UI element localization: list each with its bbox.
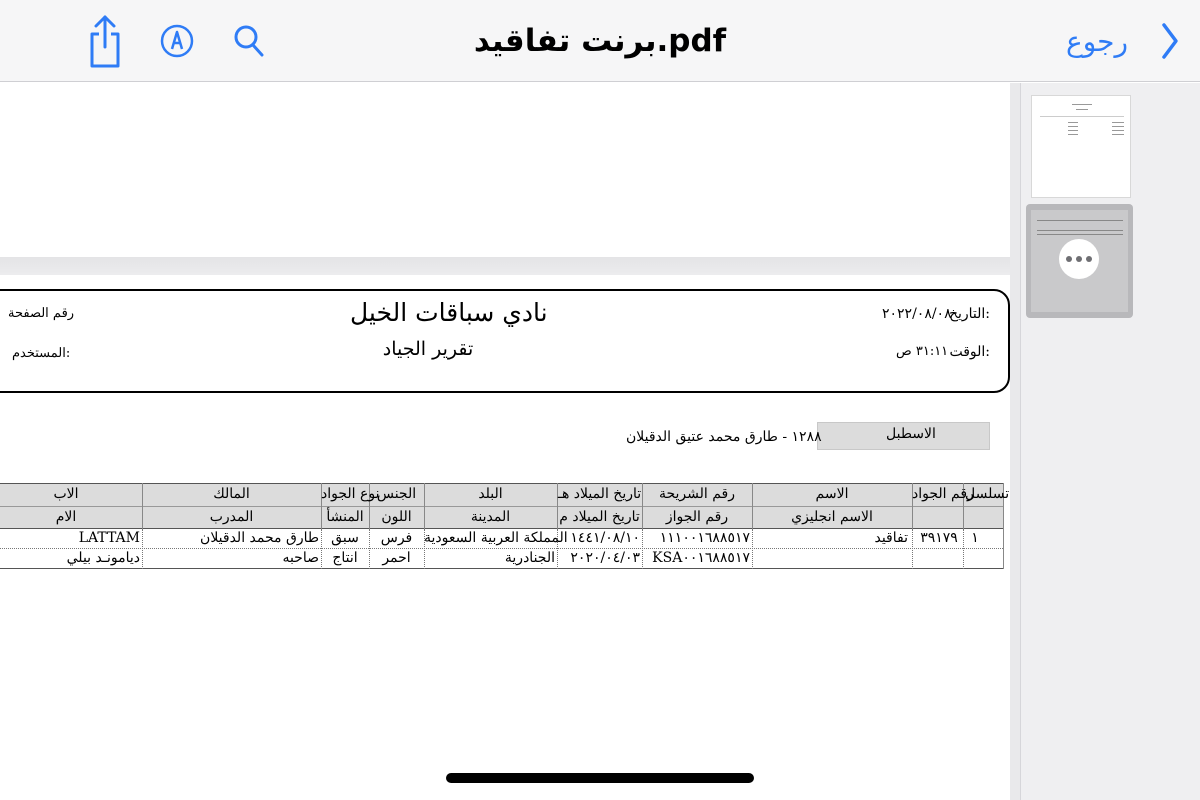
share-button[interactable] <box>84 0 126 82</box>
chevron-right-icon <box>1160 0 1180 82</box>
page-1 <box>0 83 1010 257</box>
ellipsis-icon <box>1086 256 1092 262</box>
cell-horse-type: سبق <box>331 530 359 546</box>
cell-trainer: صاحبه <box>282 550 319 566</box>
cell-chip-number: ١١١٠٠١٦٨٨٥١٧ <box>659 530 750 546</box>
thumb-text-line <box>1112 126 1124 127</box>
toolbar <box>0 0 1200 82</box>
horses-table <box>0 483 1010 569</box>
ellipsis-icon <box>1076 256 1082 262</box>
header-color: اللون <box>381 509 412 525</box>
cell-birth-hijri: ١٤٤١/٠٨/١٠ <box>570 530 640 546</box>
thumb-text-line <box>1068 122 1078 123</box>
page-gap <box>0 257 1020 275</box>
cell-passport-number: KSA٠٠١٦٨٨٥١٧ <box>652 550 750 566</box>
header-birth-hijri: تاريخ الميلاد هـ <box>557 486 642 502</box>
viewer-gutter <box>1010 83 1020 800</box>
cell-name: تفاقيد <box>874 530 908 546</box>
header-country: البلد <box>478 486 503 502</box>
thumb-text-line <box>1112 122 1124 123</box>
club-title: نادي سباقات الخيل <box>350 298 548 327</box>
date-value: ٢٠٢٢/٠٨/٠٨ <box>882 306 952 322</box>
thumb-text-line <box>1040 116 1124 117</box>
stable-value: ١٢٨٨ - طارق محمد عتيق الدقيلان <box>626 429 822 445</box>
page-2 <box>0 275 1010 800</box>
cell-city: الجنادرية <box>504 550 555 566</box>
header-name: الاسم <box>815 486 849 502</box>
thumb-text-line <box>1037 234 1123 235</box>
thumb-text-line <box>1112 130 1124 131</box>
search-button[interactable] <box>228 0 270 82</box>
home-indicator[interactable] <box>446 773 754 783</box>
thumb-text-line <box>1076 109 1088 110</box>
cell-mother: ديامونـد بيلي <box>66 550 140 566</box>
document-viewer[interactable] <box>0 83 1020 800</box>
cell-birth-gregorian: ٢٠٢٠/٠٤/٠٣ <box>570 550 640 566</box>
markup-pen-icon <box>160 24 194 58</box>
header-birth-gregorian: تاريخ الميلاد م <box>559 509 640 525</box>
thumb-text-line <box>1037 220 1123 221</box>
cell-origin: انتاج <box>332 550 358 566</box>
time-label: الوقت: <box>949 344 990 360</box>
thumb-text-line <box>1037 230 1123 231</box>
header-father: الاب <box>53 486 79 502</box>
stable-label: الاسطبل <box>886 426 936 442</box>
thumbnail-sidebar <box>1020 83 1200 800</box>
share-icon <box>88 13 122 69</box>
header-origin: المنشأ <box>326 509 364 525</box>
column-divider <box>912 529 913 569</box>
search-icon <box>233 24 265 58</box>
cell-color: احمر <box>382 550 411 566</box>
header-trainer: المدرب <box>209 509 254 525</box>
cell-sex: فرس <box>380 530 413 546</box>
user-label: المستخدم: <box>12 346 71 361</box>
page-thumbnail-1[interactable] <box>1031 95 1131 198</box>
document-title: برنت تفاقيد.pdf <box>473 23 727 59</box>
report-title: تقرير الجياد <box>382 338 474 360</box>
header-serial: تسلسل <box>965 486 1010 502</box>
thumb-text-line <box>1068 126 1078 127</box>
cell-country: المملكة العربية السعودية <box>424 530 568 546</box>
thumb-text-line <box>1072 104 1092 105</box>
markup-button[interactable] <box>156 0 198 82</box>
thumb-text-line <box>1112 134 1124 135</box>
cell-father: LATTAM <box>78 530 140 546</box>
back-button[interactable] <box>1066 0 1128 82</box>
page-thumbnail-2-selected[interactable] <box>1026 204 1133 318</box>
header-passport-number: رقم الجواز <box>665 509 729 525</box>
ellipsis-icon <box>1066 256 1072 262</box>
time-value: ٣١:١١ ص <box>896 344 949 359</box>
header-city: المدينة <box>470 509 511 525</box>
header-mother: الام <box>55 509 77 525</box>
thumb-text-line <box>1068 134 1078 135</box>
page-number-label: رقم الصفحة <box>8 306 75 321</box>
header-sex: الجنس <box>376 486 417 502</box>
header-chip-number: رقم الشريحة <box>658 486 736 502</box>
column-divider <box>752 529 753 569</box>
more-options-button[interactable] <box>1059 239 1099 279</box>
header-horse-type: نوع الجواد <box>321 486 380 502</box>
date-label: التاريخ: <box>948 306 990 322</box>
cell-owner: طارق محمد الدقيلان <box>200 530 319 546</box>
header-english-name: الاسم انجليزي <box>791 509 873 525</box>
cell-serial: ١ <box>971 530 979 546</box>
header-horse-number: رقم الجواد <box>912 486 974 502</box>
back-label: رجوع <box>1065 24 1128 58</box>
header-owner: المالك <box>213 486 250 502</box>
thumb-text-line <box>1068 130 1078 131</box>
cell-horse-number: ٣٩١٧٩ <box>920 530 958 546</box>
